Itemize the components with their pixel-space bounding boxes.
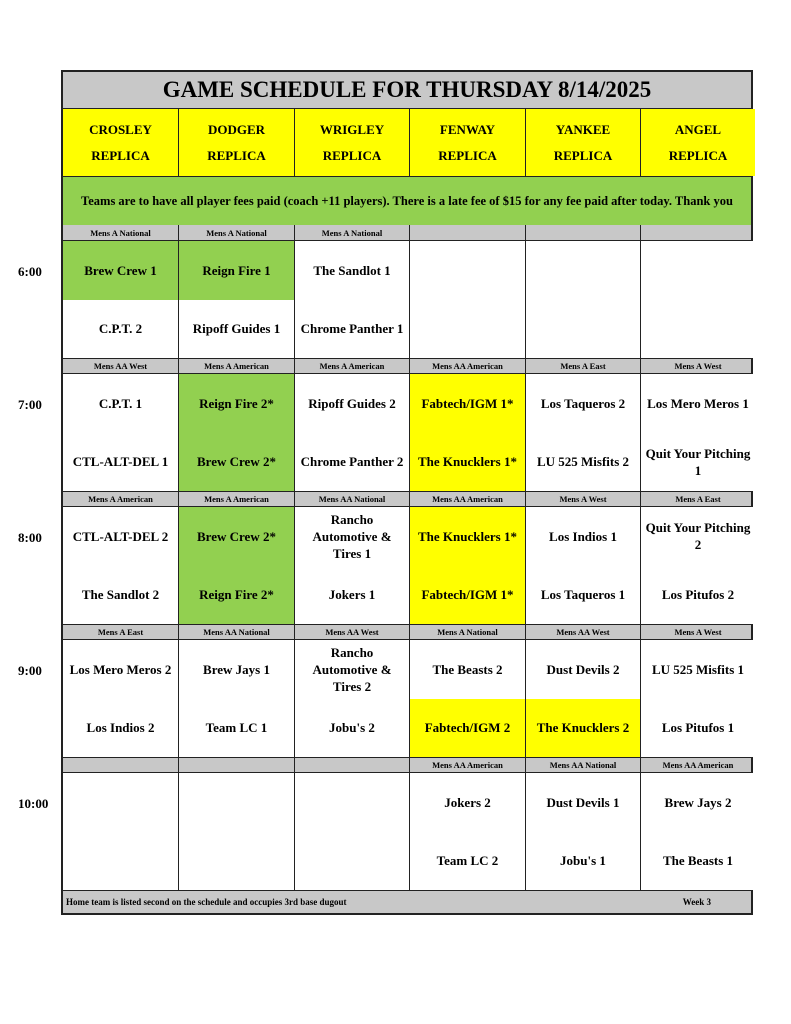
home-team: Los Pitufos 1 [641, 699, 755, 758]
game-row [63, 639, 751, 757]
venue-name: WRIGLEY [319, 121, 385, 137]
division-label: Mens AA West [93, 361, 148, 371]
division-label: Mens AA American [640, 758, 755, 772]
venue-type: REPLICA [91, 147, 150, 163]
game-cell [409, 507, 525, 624]
home-team: The Beasts 1 [641, 832, 755, 891]
division-row [63, 491, 751, 506]
game-cell [640, 640, 755, 757]
game-cell [525, 773, 640, 890]
division-label: Mens A East [525, 359, 640, 373]
division-label: Mens A National [178, 225, 294, 240]
venue-name: FENWAY [439, 121, 496, 137]
away-team: Fabtech/IGM 1* [410, 374, 525, 433]
division-label: Mens A East [640, 492, 755, 506]
page-title: GAME SCHEDULE FOR THURSDAY 8/14/2025 [63, 72, 751, 108]
away-team: Brew Jays 2 [641, 773, 755, 832]
division-label: Mens A National [90, 227, 151, 238]
week-label: Week 3 [682, 897, 711, 907]
away-team: Reign Fire 1 [179, 241, 294, 300]
game-cell [525, 374, 640, 491]
footer-row [63, 890, 751, 913]
home-team [63, 832, 178, 891]
home-team: C.P.T. 2 [63, 300, 178, 359]
division-label: Mens A West [525, 492, 640, 506]
venue-header [525, 109, 640, 176]
game-cell [178, 241, 294, 358]
home-team: Fabtech/IGM 2 [410, 699, 525, 758]
division-label: Mens A West [640, 359, 755, 373]
away-team [526, 241, 640, 300]
venue-header [63, 109, 178, 176]
away-team: C.P.T. 1 [63, 374, 178, 433]
game-cell [63, 507, 178, 624]
game-row [63, 506, 751, 624]
venue-name: DODGER [207, 121, 266, 137]
venue-type: REPLICA [668, 147, 728, 163]
division-label: Mens AA National [178, 625, 294, 639]
venue-type: REPLICA [553, 147, 613, 163]
footer-bar [63, 891, 751, 913]
fee-notice: Teams are to have all player fees paid (coach +11 players). There is a late fee of $15 for any fee paid after today. Thank you [63, 177, 751, 225]
away-team: Reign Fire 2* [179, 374, 294, 433]
venue-header [178, 109, 294, 176]
away-team: LU 525 Misfits 1 [641, 640, 755, 699]
home-team [295, 832, 409, 891]
division-label: Mens A American [178, 359, 294, 373]
game-cell [294, 241, 409, 358]
away-team: Los Mero Meros 1 [641, 374, 755, 433]
home-team: The Knucklers 2 [526, 699, 640, 758]
game-cell [525, 241, 640, 358]
away-team: Jokers 2 [410, 773, 525, 832]
division-label [63, 758, 178, 772]
division-label [178, 758, 294, 772]
division-label: Mens AA West [294, 625, 409, 639]
home-team [526, 300, 640, 359]
game-cell [640, 241, 755, 358]
home-team [410, 300, 525, 359]
division-label: Mens A National [294, 225, 409, 240]
away-team: Rancho Automotive & Tires 2 [295, 640, 409, 699]
game-cell [178, 374, 294, 491]
division-label [640, 225, 755, 240]
home-team: CTL-ALT-DEL 1 [63, 433, 178, 492]
game-cell [63, 640, 178, 757]
division-row [63, 225, 751, 240]
away-team: The Sandlot 1 [295, 241, 409, 300]
home-team: Jobu's 1 [526, 832, 640, 891]
venue-header [294, 109, 409, 176]
home-team: Chrome Panther 2 [295, 433, 409, 492]
game-cell [294, 507, 409, 624]
away-team [179, 773, 294, 832]
home-team: The Knucklers 1* [410, 433, 525, 492]
venue-name: YANKEE [555, 121, 611, 137]
game-cell [178, 773, 294, 890]
game-row [63, 373, 751, 491]
division-label: Mens AA West [525, 625, 640, 639]
venue-type: REPLICA [322, 147, 382, 163]
game-cell [640, 374, 755, 491]
division-label: Mens AA American [409, 758, 525, 772]
away-team [295, 773, 409, 832]
home-team: Reign Fire 2* [179, 566, 294, 625]
home-team [179, 832, 294, 891]
game-row [63, 772, 751, 890]
time-label: 6:00 [18, 264, 42, 279]
division-row [63, 358, 751, 373]
division-label: Mens A East [97, 627, 144, 637]
away-team: Rancho Automotive & Tires 1 [295, 507, 409, 566]
division-label: Mens A American [178, 492, 294, 506]
away-team: Brew Jays 1 [179, 640, 294, 699]
time-label: 10:00 [18, 796, 49, 811]
venue-header [409, 109, 525, 176]
home-team: Jokers 1 [295, 566, 409, 625]
division-label: Mens AA American [409, 359, 525, 373]
home-team: Brew Crew 2* [179, 433, 294, 492]
division-label: Mens A National [409, 625, 525, 639]
away-team [410, 241, 525, 300]
game-cell [409, 374, 525, 491]
away-team: Los Indios 1 [526, 507, 640, 566]
game-cell [294, 773, 409, 890]
away-team: CTL-ALT-DEL 2 [63, 507, 178, 566]
venue-header-row [63, 108, 751, 176]
venue-name: ANGEL [674, 121, 722, 137]
time-label: 7:00 [18, 397, 42, 412]
home-team: Chrome Panther 1 [295, 300, 409, 359]
away-team: Los Mero Meros 2 [63, 640, 178, 699]
division-label: Mens AA American [409, 492, 525, 506]
time-label: 9:00 [18, 663, 42, 678]
away-team [641, 241, 755, 300]
game-cell [294, 374, 409, 491]
game-cell [409, 241, 525, 358]
division-label [294, 758, 409, 772]
home-team: Ripoff Guides 1 [179, 300, 294, 359]
away-team: Brew Crew 2* [179, 507, 294, 566]
home-team: Fabtech/IGM 1* [410, 566, 525, 625]
time-label: 8:00 [18, 530, 42, 545]
division-row [63, 757, 751, 772]
game-cell [63, 374, 178, 491]
game-cell [525, 507, 640, 624]
home-team: The Sandlot 2 [63, 566, 178, 625]
division-label [525, 225, 640, 240]
game-row [63, 240, 751, 358]
division-label: Mens A American [294, 359, 409, 373]
home-team: Jobu's 2 [295, 699, 409, 758]
away-team: The Knucklers 1* [410, 507, 525, 566]
division-row [63, 624, 751, 639]
away-team: Ripoff Guides 2 [295, 374, 409, 433]
venue-type: REPLICA [207, 147, 266, 163]
away-team: Dust Devils 1 [526, 773, 640, 832]
home-team: Team LC 2 [410, 832, 525, 891]
game-cell [178, 507, 294, 624]
title-row [63, 72, 751, 108]
game-cell [294, 640, 409, 757]
division-label: Mens A West [640, 625, 755, 639]
away-team [63, 773, 178, 832]
away-team: Los Taqueros 2 [526, 374, 640, 433]
home-team: Los Indios 2 [63, 699, 178, 758]
venue-type: REPLICA [438, 147, 497, 163]
home-team: Team LC 1 [179, 699, 294, 758]
venue-header [640, 109, 755, 176]
game-cell [63, 241, 178, 358]
game-cell [409, 773, 525, 890]
away-team: Brew Crew 1 [63, 241, 178, 300]
home-team: LU 525 Misfits 2 [526, 433, 640, 492]
division-label: Mens A American [88, 494, 153, 504]
away-team: Quit Your Pitching 2 [641, 507, 755, 566]
notice-row [63, 176, 751, 225]
division-label: Mens AA National [525, 758, 640, 772]
away-team: The Beasts 2 [410, 640, 525, 699]
home-team [641, 300, 755, 359]
game-cell [63, 773, 178, 890]
venue-name: CROSLEY [89, 121, 152, 137]
home-team: Los Pitufos 2 [641, 566, 755, 625]
division-label [409, 225, 525, 240]
game-cell [409, 640, 525, 757]
away-team: Dust Devils 2 [526, 640, 640, 699]
division-label: Mens AA National [294, 492, 409, 506]
game-cell [178, 640, 294, 757]
game-cell [640, 507, 755, 624]
game-cell [640, 773, 755, 890]
home-team: Los Taqueros 1 [526, 566, 640, 625]
schedule-sheet [61, 70, 753, 915]
home-team: Quit Your Pitching 1 [641, 433, 755, 492]
game-cell [525, 640, 640, 757]
home-team-note: Home team is listed second on the schedule and occupies 3rd base dugout [66, 897, 347, 907]
